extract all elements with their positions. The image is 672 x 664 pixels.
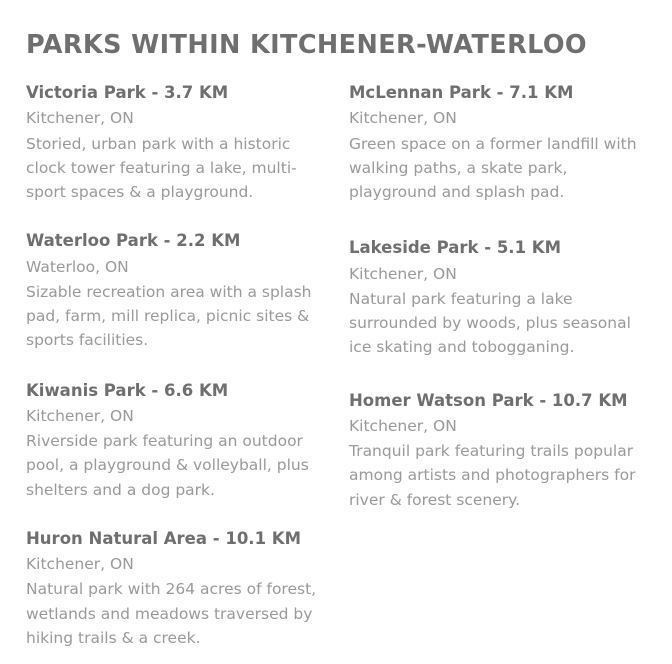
page-title: PARKS WITHIN KITCHENER-WATERLOO	[26, 30, 588, 60]
park-description: Natural park featuring a lake surrounded by woods, plus seasonal ice skating and tobogganing.	[349, 289, 631, 357]
park-entry	[349, 390, 646, 512]
park-entry	[26, 82, 323, 204]
park-city: Waterloo, ON	[26, 257, 129, 276]
park-entry	[26, 230, 323, 352]
park-entry	[349, 82, 646, 204]
park-description: Riverside park featuring an outdoor pool, a playground & volleyball, plus shelters and a dog park.	[26, 432, 309, 499]
park-city: Kitchener, ON	[26, 555, 134, 574]
parks-column-right	[349, 82, 646, 542]
park-entry	[349, 237, 646, 359]
park-city: Kitchener, ON	[26, 406, 134, 425]
park-city: Kitchener, ON	[349, 109, 457, 128]
park-city: Kitchener, ON	[349, 416, 457, 435]
park-entry	[26, 380, 323, 502]
parks-column-left	[26, 82, 323, 650]
park-description: Sizable recreation area with a splash pad, farm, mill replica, picnic sites & sports facilities.	[26, 282, 312, 350]
park-description: Natural park with 264 acres of forest, wetlands and meadows traversed by hiking trails & a creek.	[26, 580, 317, 647]
park-name: Huron Natural Area - 10.1 KM	[26, 528, 301, 548]
park-description: Green space on a former landfill with walking paths, a skate park, playground and splash pad.	[349, 134, 637, 202]
park-name: Lakeside Park - 5.1 KM	[349, 238, 562, 258]
parks-columns	[26, 82, 646, 650]
park-name: McLennan Park - 7.1 KM	[349, 83, 574, 102]
park-name: Victoria Park - 3.7 KM	[26, 83, 229, 102]
park-name: Homer Watson Park - 10.7 KM	[349, 390, 628, 410]
park-name: Kiwanis Park - 6.6 KM	[26, 380, 229, 400]
park-entry	[26, 528, 323, 650]
park-description: Tranquil park featuring trails popular among artists and photographers for river & forest scenery.	[349, 442, 636, 509]
park-name: Waterloo Park - 2.2 KM	[26, 231, 241, 251]
park-description: Storied, urban park with a historic clock tower featuring a lake, multi-sport spaces & a playground.	[26, 134, 297, 202]
park-city: Kitchener, ON	[349, 264, 457, 283]
park-city: Kitchener, ON	[26, 109, 134, 128]
